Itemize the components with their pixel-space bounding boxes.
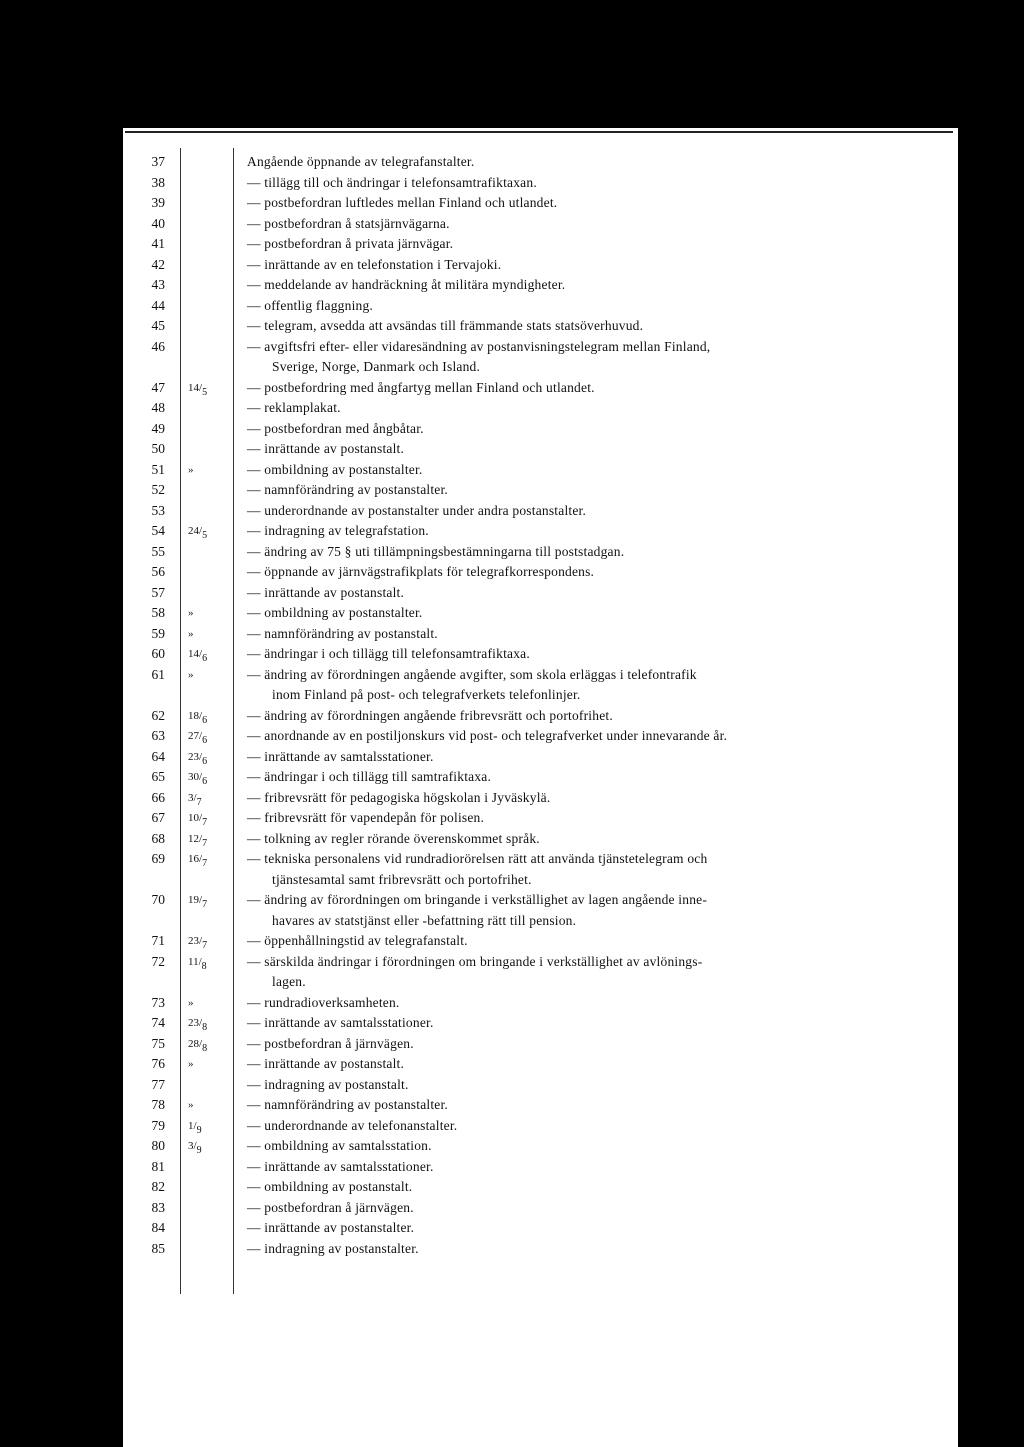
- entry-number: 40: [151, 215, 165, 231]
- entry-date: [188, 521, 238, 542]
- entry-text: — ombildning av postanstalter.: [247, 605, 423, 620]
- entry-number: 83: [151, 1199, 165, 1215]
- entry-date-month: 7: [202, 858, 208, 869]
- entry-text: — fribrevsrätt för vapendepån för polisen.: [247, 810, 485, 825]
- entry-text: — inrättande av postanstalt.: [247, 441, 405, 456]
- entry-text: — namnförändring av postanstalter.: [247, 1097, 449, 1112]
- entry-number: 62: [151, 707, 165, 723]
- entry-date-day: 23/: [188, 750, 203, 763]
- entry-text: — ändringar i och tillägg till telefonsamtrafiktaxa.: [247, 646, 530, 661]
- entry-date-day: 24/: [188, 525, 203, 537]
- entry-number: 58: [151, 605, 165, 620]
- entry-date-month: 6: [202, 653, 208, 664]
- entry-date-month: 6: [202, 755, 208, 767]
- entry-text-continuation: havares av statstjänst eller -befattning rätt till pension.: [272, 912, 577, 928]
- entry-date-month: 7: [202, 817, 208, 828]
- entry-text: — öppnande av järnvägstrafikplats för telegrafkorrespondens.: [247, 564, 595, 579]
- entry-text: — indragning av postanstalter.: [247, 1240, 419, 1256]
- entry-date-day: »: [188, 668, 194, 681]
- entry-number: 49: [151, 420, 165, 436]
- entry-date: [188, 788, 238, 809]
- entry-text: — indragning av postanstalt.: [247, 1076, 409, 1092]
- entry-number: 60: [151, 646, 165, 661]
- entry-text: — postbefordran med ångbåtar.: [247, 420, 424, 436]
- entry-number: 61: [151, 666, 165, 682]
- entry-date-month: 6: [202, 776, 208, 787]
- entry-date-day: 11/: [188, 955, 202, 968]
- entry-number: 50: [151, 441, 165, 456]
- entry-number: 82: [151, 1179, 165, 1194]
- entry-date: [188, 931, 238, 952]
- entry-text: — underordnande av postanstalter under andra postanstalter.: [247, 502, 587, 518]
- entry-date-day: »: [188, 1058, 194, 1070]
- entry-date-month: 7: [202, 940, 208, 951]
- entry-date-day: 3/: [188, 791, 197, 804]
- entry-number: 73: [151, 994, 165, 1010]
- entry-date-month: 5: [202, 530, 208, 541]
- entry-date: [188, 706, 238, 727]
- entry-date-day: 19/: [188, 894, 203, 906]
- entry-text: — postbefordring med ångfartyg mellan Finland och utlandet.: [247, 379, 595, 395]
- entry-text: — öppenhållningstid av telegrafanstalt.: [247, 933, 468, 948]
- entry-number: 52: [151, 482, 165, 497]
- entry-text: — meddelande av handräckning åt militära myndigheter.: [247, 277, 566, 292]
- entry-number: 53: [151, 502, 165, 518]
- entry-date: [188, 603, 238, 624]
- entry-date-day: 23/: [188, 935, 203, 947]
- entry-number: 70: [151, 892, 165, 907]
- entry-number: 81: [151, 1158, 165, 1174]
- entry-text: — inrättande av postanstalt.: [247, 584, 405, 600]
- entry-text: — postbefordran å statsjärnvägarna.: [247, 215, 450, 231]
- entry-number: 41: [151, 236, 165, 251]
- entry-number: 39: [151, 195, 165, 210]
- entry-text: — reklamplakat.: [247, 400, 341, 415]
- entry-text: — ändringar i och tillägg till samtrafiktaxa.: [247, 769, 492, 784]
- entry-date-day: 14/: [188, 381, 203, 394]
- entry-date-month: 7: [202, 899, 208, 910]
- entry-text: — ombildning av postanstalter.: [247, 461, 423, 477]
- entry-text: — inrättande av samtalsstationer.: [247, 1015, 434, 1030]
- entry-number: 55: [151, 543, 165, 559]
- entry-date-day: 10/: [188, 812, 203, 824]
- entry-date-day: 16/: [188, 853, 203, 865]
- entry-text: — offentlig flaggning.: [247, 297, 374, 313]
- entry-number: 77: [151, 1076, 165, 1092]
- entry-text: — fribrevsrätt för pedagogiska högskolan i Jyväskylä.: [247, 789, 551, 805]
- entry-number: 72: [151, 953, 165, 969]
- entry-date-month: 9: [196, 1145, 202, 1156]
- entry-number: 44: [151, 297, 165, 313]
- entry-date-month: 8: [202, 1042, 208, 1054]
- entry-text: — ombildning av postanstalt.: [247, 1179, 413, 1194]
- entry-text: — namnförändring av postanstalt.: [247, 625, 438, 641]
- entry-number: 85: [151, 1240, 165, 1256]
- entry-text: — rundradioverksamheten.: [247, 994, 400, 1010]
- entry-number: 79: [151, 1117, 165, 1133]
- entry-text: Angående öppnande av telegrafanstalter.: [247, 154, 475, 169]
- entry-text: — inrättande av postanstalter.: [247, 1220, 415, 1235]
- entry-date-day: 27/: [188, 730, 203, 742]
- entry-text: — tekniska personalens vid rundradiorörelsen rätt att använda tjänstetelegram och: [247, 851, 708, 866]
- entry-number: 37: [151, 154, 165, 169]
- entry-text: — namnförändring av postanstalter.: [247, 482, 449, 497]
- entry-text: — indragning av telegrafstation.: [247, 523, 429, 538]
- entry-date-month: 7: [202, 837, 208, 849]
- entry-text-continuation: inom Finland på post- och telegrafverkets telefonlinjer.: [272, 687, 581, 702]
- entry-date-day: 23/: [188, 1017, 203, 1029]
- entry-text: — särskilda ändringar i förordningen om bringande i verkställighet av avlönings-: [247, 953, 703, 969]
- entry-date: [188, 1034, 238, 1055]
- entry-text: — ändring av förordningen angående fribrevsrätt och portofrihet.: [247, 707, 613, 723]
- entry-number: 57: [151, 584, 165, 600]
- entry-date-day: 18/: [188, 709, 203, 722]
- entry-date: [188, 460, 238, 481]
- entry-date: [188, 1136, 238, 1157]
- entry-date-day: 14/: [188, 648, 203, 660]
- entry-number: 75: [151, 1035, 165, 1051]
- entry-text: — inrättande av en telefonstation i Tervajoki.: [247, 256, 502, 272]
- entry-text: — postbefordran å järnvägen.: [247, 1035, 414, 1051]
- entry-text: — ändring av förordningen om bringande i verkställighet av lagen angående inne-: [247, 892, 708, 907]
- entry-date-day: 28/: [188, 1037, 203, 1050]
- entry-number: 46: [151, 338, 165, 354]
- entry-date: [188, 644, 238, 665]
- entry-date-day: »: [188, 607, 194, 619]
- entry-text: — anordnande av en postiljonskurs vid post- och telegrafverket under innevarande år.: [247, 728, 728, 743]
- entry-date-month: 8: [202, 1022, 208, 1033]
- entry-number: 59: [151, 625, 165, 641]
- entry-text: — tillägg till och ändringar i telefonsamtrafiktaxan.: [247, 174, 537, 190]
- entry-text: — inrättande av samtalsstationer.: [247, 748, 434, 764]
- entry-date: [188, 1054, 238, 1075]
- entry-date-day: »: [188, 627, 194, 640]
- entry-date: [188, 767, 238, 788]
- entry-number: 71: [151, 933, 165, 948]
- entry-date: [188, 726, 238, 747]
- entry-date-month: 9: [196, 1124, 202, 1136]
- entry-number: 76: [151, 1056, 165, 1071]
- entry-number: 63: [151, 728, 165, 743]
- entry-number: 45: [151, 318, 165, 333]
- entry-text: — postbefordran luftledes mellan Finland och utlandet.: [247, 195, 558, 210]
- entry-number: 68: [151, 830, 165, 846]
- entry-date: [188, 1095, 238, 1116]
- entry-text: — postbefordran å järnvägen.: [247, 1199, 414, 1215]
- entry-text-continuation: Sverige, Norge, Danmark och Island.: [272, 359, 481, 374]
- entry-date: [188, 1116, 238, 1137]
- entry-date-day: 1/: [188, 1119, 197, 1132]
- entry-number: 42: [151, 256, 165, 272]
- entry-number: 64: [151, 748, 165, 764]
- entry-number: 38: [151, 174, 165, 190]
- entry-text: — tolkning av regler rörande överenskommet språk.: [247, 830, 540, 846]
- entry-date-day: 30/: [188, 771, 203, 783]
- entry-date: [188, 849, 238, 870]
- entry-date-month: 7: [196, 796, 202, 808]
- entry-date: [188, 378, 238, 399]
- entry-number: 54: [151, 523, 165, 538]
- entry-text: — inrättande av samtalsstationer.: [247, 1158, 434, 1174]
- entry-date: [188, 747, 238, 768]
- entry-date: [188, 993, 238, 1014]
- entry-number: 65: [151, 769, 165, 784]
- entry-text: — underordnande av telefonanstalter.: [247, 1117, 458, 1133]
- entry-number: 78: [151, 1097, 165, 1112]
- entry-number: 56: [151, 564, 165, 579]
- entry-text-continuation: lagen.: [272, 974, 306, 989]
- entry-number: 51: [151, 461, 165, 477]
- entry-number: 48: [151, 400, 165, 415]
- entry-text: — inrättande av postanstalt.: [247, 1056, 405, 1071]
- entry-text: — ändring av 75 § uti tillämpningsbestämningarna till poststadgan.: [247, 543, 625, 559]
- entry-text-continuation: tjänstesamtal samt fribrevsrätt och portofrihet.: [272, 871, 532, 887]
- entry-date-day: 12/: [188, 832, 203, 845]
- entry-date: [188, 1013, 238, 1034]
- entry-text: — postbefordran å privata järnvägar.: [247, 236, 454, 251]
- entry-number: 84: [151, 1220, 165, 1235]
- entry-date-day: 3/: [188, 1140, 197, 1152]
- entry-date-day: »: [188, 996, 194, 1009]
- entry-date-day: »: [188, 463, 194, 476]
- entry-date: [188, 890, 238, 911]
- entry-number: 43: [151, 277, 165, 292]
- entry-text: — telegram, avsedda att avsändas till främmande stats statsöverhuvud.: [247, 318, 644, 333]
- entry-number: 67: [151, 810, 165, 825]
- entry-text: — ändring av förordningen angående avgifter, som skola erläggas i telefontrafik: [247, 666, 697, 682]
- entry-date: [188, 665, 238, 686]
- entry-text: — avgiftsfri efter- eller vidaresändning av postanvisningstelegram mellan Finland,: [247, 338, 711, 354]
- entry-number: 69: [151, 851, 165, 866]
- entry-date: [188, 624, 238, 645]
- entry-number: 66: [151, 789, 165, 805]
- entry-number: 74: [151, 1015, 165, 1030]
- entry-date: [188, 952, 238, 973]
- entry-date-month: 5: [202, 386, 208, 398]
- entry-number: 47: [151, 379, 165, 395]
- entry-date: [188, 808, 238, 829]
- entry-date-month: 6: [202, 714, 208, 726]
- entry-date: [188, 829, 238, 850]
- entry-text: — ombildning av samtalsstation.: [247, 1138, 432, 1153]
- entry-date-month: 8: [201, 960, 207, 972]
- entry-number: 80: [151, 1138, 165, 1153]
- entry-date-day: »: [188, 1099, 194, 1111]
- entry-date-month: 6: [202, 735, 208, 746]
